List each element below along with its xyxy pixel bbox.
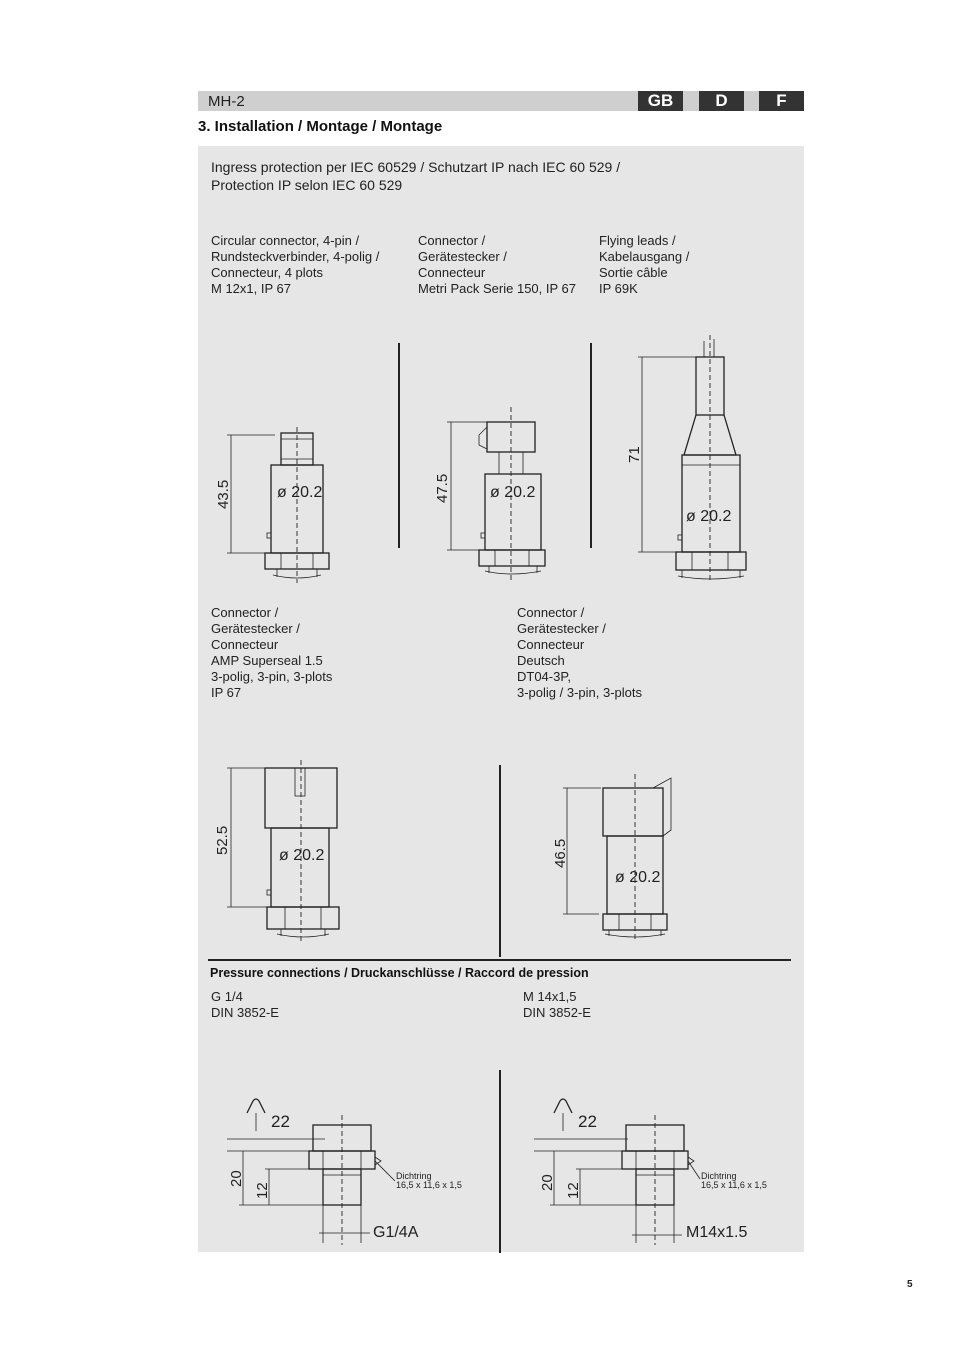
- height-label: 43.5: [215, 479, 232, 509]
- thread-size: G1/4A: [373, 1224, 419, 1241]
- label-metripack-connector: Connector / Gerätestecker / Connecteur Metri Pack Serie 150, IP 67: [418, 233, 577, 296]
- pressure-connections-title: Pressure connections / Druckanschlüsse / Raccord de pression: [210, 966, 589, 980]
- height-label: 47.5: [434, 473, 451, 503]
- wrench-icon: [247, 1099, 265, 1113]
- sensor-body: [682, 455, 740, 552]
- dim-total: 20: [539, 1174, 556, 1191]
- divider-line: [590, 343, 592, 548]
- dim-total: 20: [228, 1170, 245, 1187]
- seal-title: Dichtring: [701, 1171, 737, 1181]
- drawing-m14-connection: [532, 1095, 782, 1250]
- drawing-metripack-connector: [425, 405, 565, 585]
- connector-head: [603, 788, 663, 836]
- height-label: 71: [626, 446, 643, 463]
- wrench-size: 22: [271, 1112, 290, 1131]
- label-circular-connector: Circular connector, 4-pin / Rundsteckverbinder, 4-polig / Connecteur, 4 plots M 12x1, IP 67: [211, 233, 380, 296]
- hex-nut: [267, 907, 339, 929]
- lang-tab-d[interactable]: D: [699, 91, 744, 111]
- seal-title: Dichtring: [396, 1171, 432, 1181]
- wrench-icon: [554, 1099, 572, 1113]
- label-deutsch-connector: Connector / Gerätestecker / Connecteur Deutsch DT04-3P, 3-polig / 3-pin, 3-plots: [517, 605, 643, 700]
- label-m14: M 14x1,5 DIN 3852-E: [523, 989, 591, 1020]
- section-title: 3. Installation / Montage / Montage: [198, 118, 443, 135]
- drawing-g14-connection: [225, 1095, 475, 1250]
- height-label: 46.5: [552, 838, 569, 868]
- diameter-label: ø 20.2: [277, 484, 323, 501]
- section-rule: [208, 959, 791, 961]
- drawing-circular-connector: [205, 425, 345, 585]
- sensor-body: [271, 828, 329, 907]
- hex-nut: [676, 552, 746, 570]
- seal-ring: [688, 1157, 694, 1165]
- seal-size: 16,5 x 11,6 x 1,5: [701, 1180, 767, 1190]
- diameter-label: ø 20.2: [615, 869, 661, 886]
- wrench-size: 22: [578, 1112, 597, 1131]
- model-name: MH-2: [208, 93, 245, 110]
- divider-line: [499, 765, 501, 957]
- drawing-amp-connector: [205, 760, 355, 945]
- diameter-label: ø 20.2: [686, 508, 732, 525]
- drawing-flying-leads: [620, 335, 760, 585]
- hex-nut: [479, 550, 545, 566]
- label-g14: G 1/4 DIN 3852-E: [211, 989, 279, 1020]
- dim-thread: 12: [254, 1182, 271, 1199]
- lang-tab-f[interactable]: F: [759, 91, 804, 111]
- thread-size: M14x1.5: [686, 1224, 748, 1241]
- page-number: 5: [907, 1279, 913, 1290]
- divider-line: [499, 1070, 501, 1253]
- label-amp-connector: Connector / Gerätestecker / Connecteur AMP Superseal 1.5 3-polig, 3-pin, 3-plots IP 67: [211, 605, 333, 700]
- diameter-label: ø 20.2: [279, 847, 325, 864]
- label-flying-leads: Flying leads / Kabelausgang / Sortie câble IP 69K: [599, 233, 690, 296]
- height-label: 52.5: [214, 825, 231, 855]
- divider-line: [398, 343, 400, 548]
- lang-tab-gb[interactable]: GB: [638, 91, 683, 111]
- seal-size: 16,5 x 11,6 x 1,5: [396, 1180, 462, 1190]
- drawing-deutsch-connector: [545, 770, 695, 945]
- dim-thread: 12: [565, 1182, 582, 1199]
- ingress-intro: Ingress protection per IEC 60529 / Schutzart IP nach IEC 60 529 / Protection IP selon IEC 60 529: [211, 159, 621, 193]
- diameter-label: ø 20.2: [490, 484, 536, 501]
